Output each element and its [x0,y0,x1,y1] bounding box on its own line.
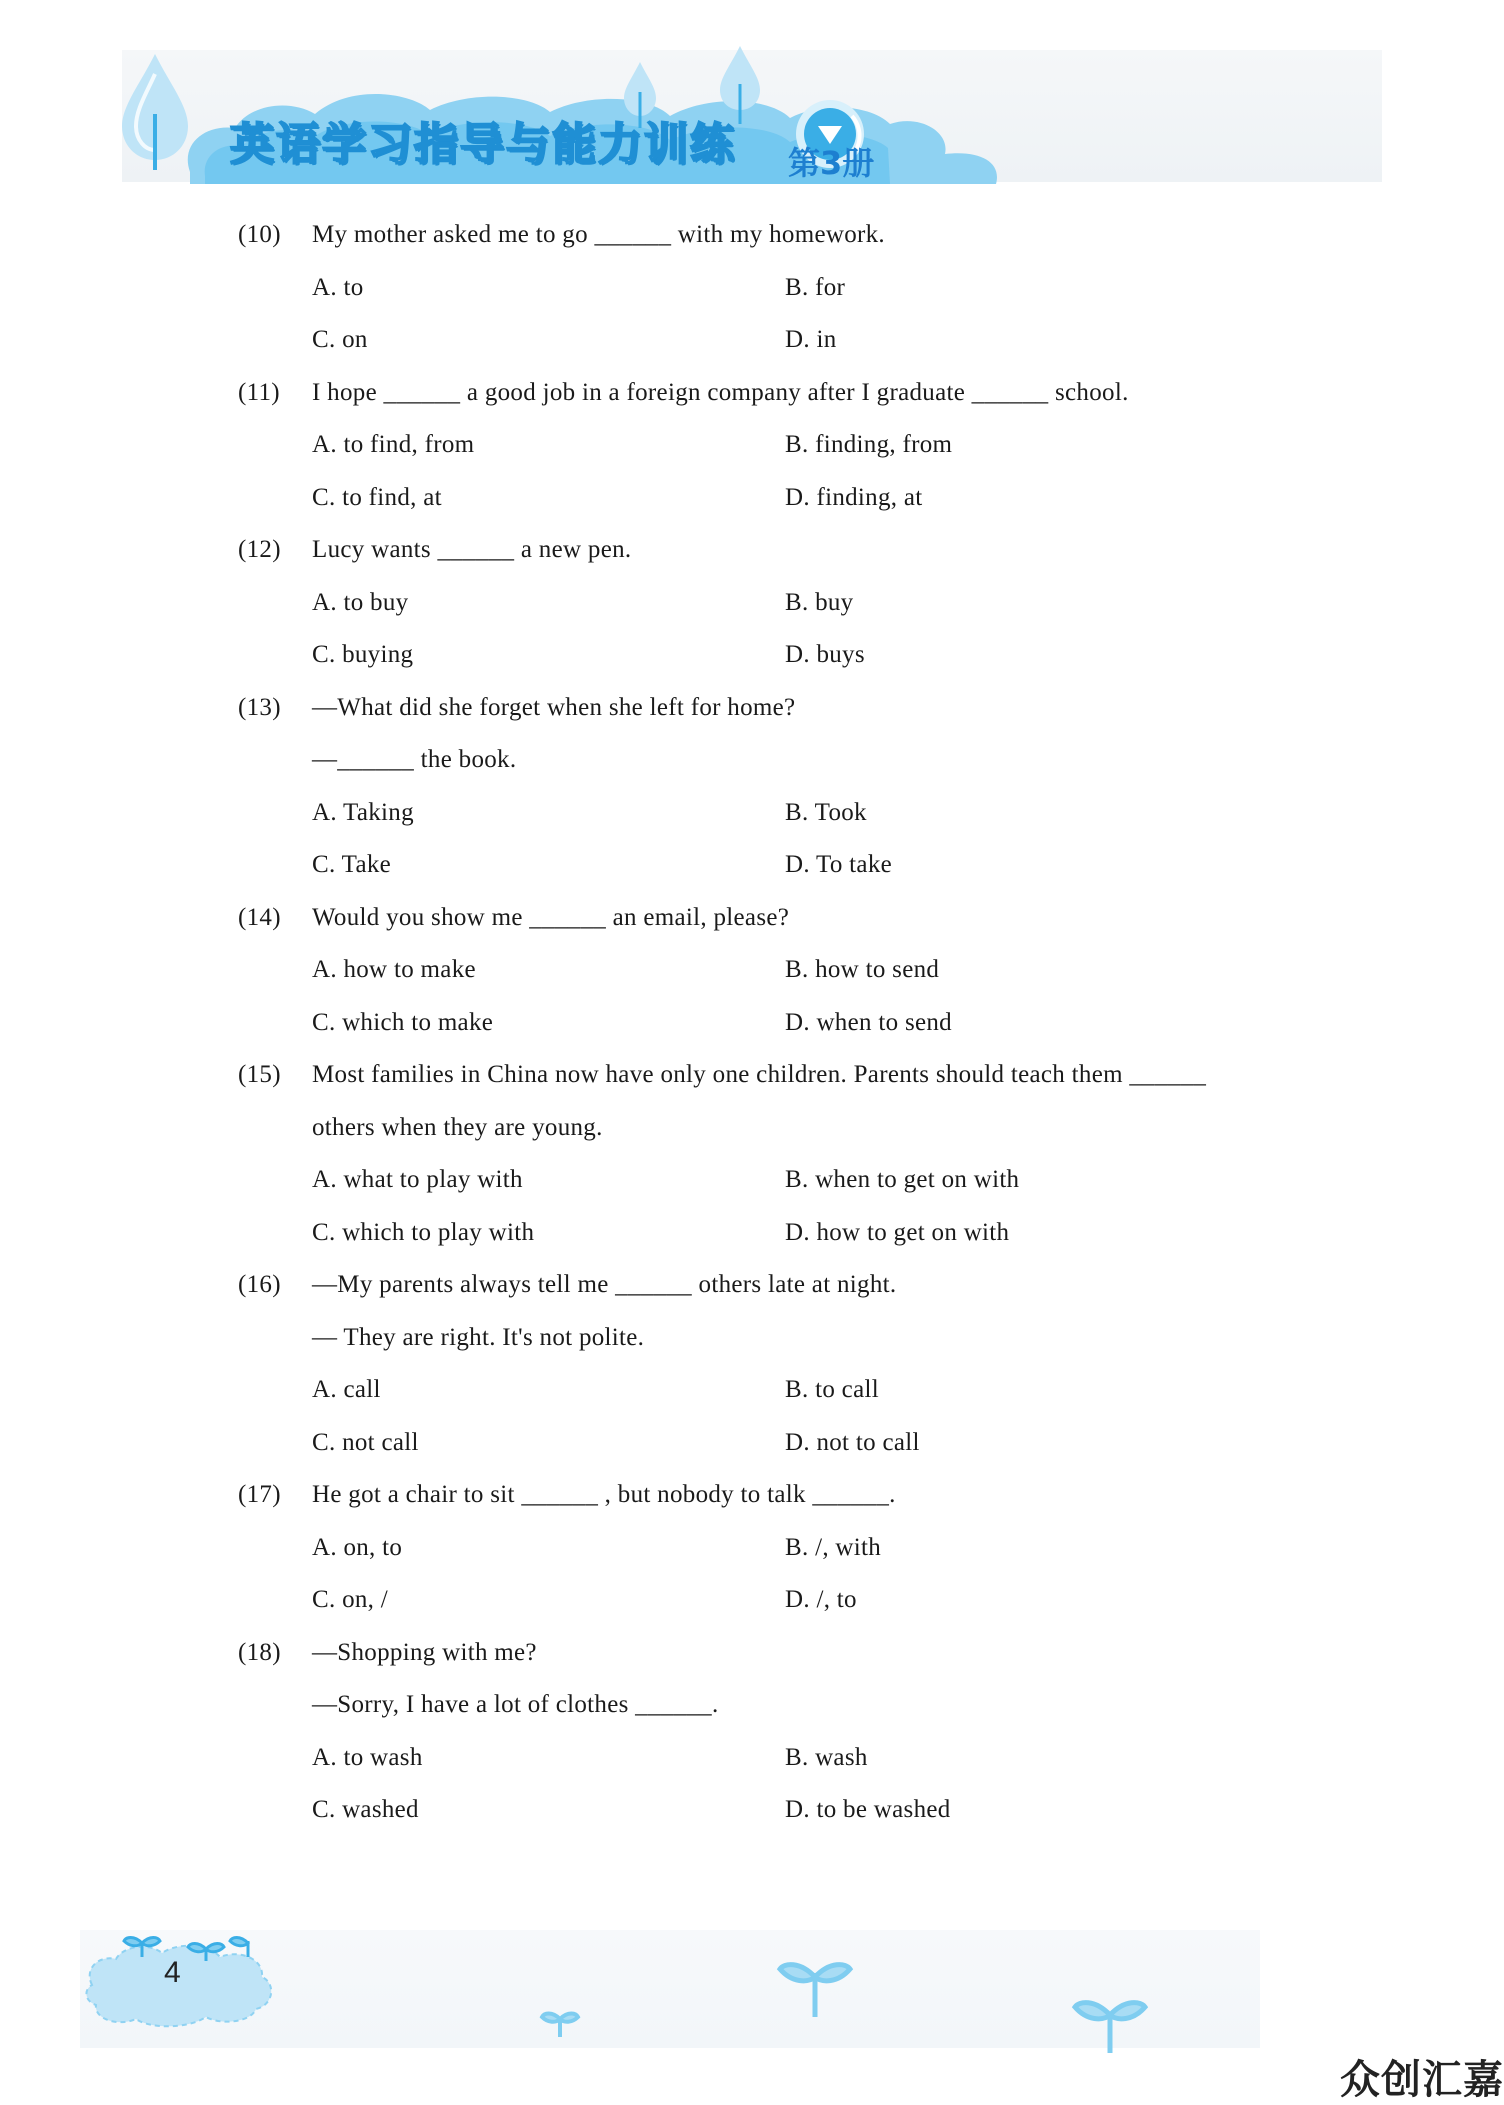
option-b: B. finding, from [785,431,953,458]
page-number: 4 [164,1956,181,1989]
option-a: A. Taking [312,799,414,826]
question-number: (11) [238,379,280,406]
sprout-icon [780,1965,850,2017]
volume-label: 第3册 [788,144,875,182]
option-b: B. /, with [785,1534,882,1561]
question-stem-line: —Sorry, I have a lot of clothes ______. [312,1691,719,1718]
option-d: D. how to get on with [785,1219,1010,1246]
question-number: (12) [238,536,281,563]
question-stem: —My parents always tell me ______ others late at night. [312,1271,897,1298]
option-a: A. to wash [312,1744,423,1771]
option-d: D. finding, at [785,484,923,511]
option-b: B. for [785,274,846,301]
option-d: D. when to send [785,1009,952,1036]
question-stem: My mother asked me to go ______ with my homework. [312,221,885,248]
option-d: D. buys [785,641,865,668]
question-stem: —Shopping with me? [312,1639,537,1666]
question-stem-line: — They are right. It's not polite. [312,1324,645,1351]
sprout-icon [542,2014,578,2038]
option-d: D. to be washed [785,1796,951,1823]
question-stem: —What did she forget when she left for home? [312,694,796,721]
option-d: D. not to call [785,1429,920,1456]
option-d: D. To take [785,851,893,878]
option-a: A. how to make [312,956,476,983]
raindrop-icon [122,54,188,170]
option-b: B. when to get on with [785,1166,1020,1193]
option-a: A. to [312,274,364,301]
option-d: D. in [785,326,837,353]
question-number: (17) [238,1481,281,1508]
option-c: C. Take [312,851,392,878]
option-b: B. Took [785,799,867,826]
book-title: 英语学习指导与能力训练 [230,119,736,170]
option-c: C. buying [312,641,414,668]
option-c: C. on [312,326,368,353]
option-c: C. on, / [312,1586,389,1613]
option-d: D. /, to [785,1586,857,1613]
option-b: B. to call [785,1376,879,1403]
option-a: A. to buy [312,589,409,616]
question-number: (14) [238,904,281,931]
question-stem: I hope ______ a good job in a foreign company after I graduate ______ school. [312,379,1129,406]
option-c: C. which to play with [312,1219,535,1246]
option-b: B. buy [785,589,854,616]
question-stem: Would you show me ______ an email, please? [312,904,790,931]
sprout-icon [1075,2003,1145,2053]
option-a: A. what to play with [312,1166,523,1193]
option-c: C. washed [312,1796,419,1823]
option-c: C. not call [312,1429,419,1456]
question-stem: Most families in China now have only one children. Parents should teach them ______ [312,1061,1207,1088]
option-c: C. which to make [312,1009,494,1036]
footer-decoration [80,1925,1280,2055]
option-c: C. to find, at [312,484,442,511]
option-a: A. call [312,1376,381,1403]
question-stem-line: —______ the book. [312,746,517,773]
watermark: 众创汇嘉 [1340,2057,1504,2103]
question-number: (10) [238,221,281,248]
option-b: B. wash [785,1744,868,1771]
question-stem: Lucy wants ______ a new pen. [312,536,632,563]
question-number: (16) [238,1271,281,1298]
question-number: (13) [238,694,281,721]
question-stem: He got a chair to sit ______ , but nobody to talk ______. [312,1481,896,1508]
option-b: B. how to send [785,956,940,983]
option-a: A. on, to [312,1534,403,1561]
question-number: (15) [238,1061,281,1088]
option-a: A. to find, from [312,431,475,458]
question-stem-line: others when they are young. [312,1114,603,1141]
question-number: (18) [238,1639,281,1666]
